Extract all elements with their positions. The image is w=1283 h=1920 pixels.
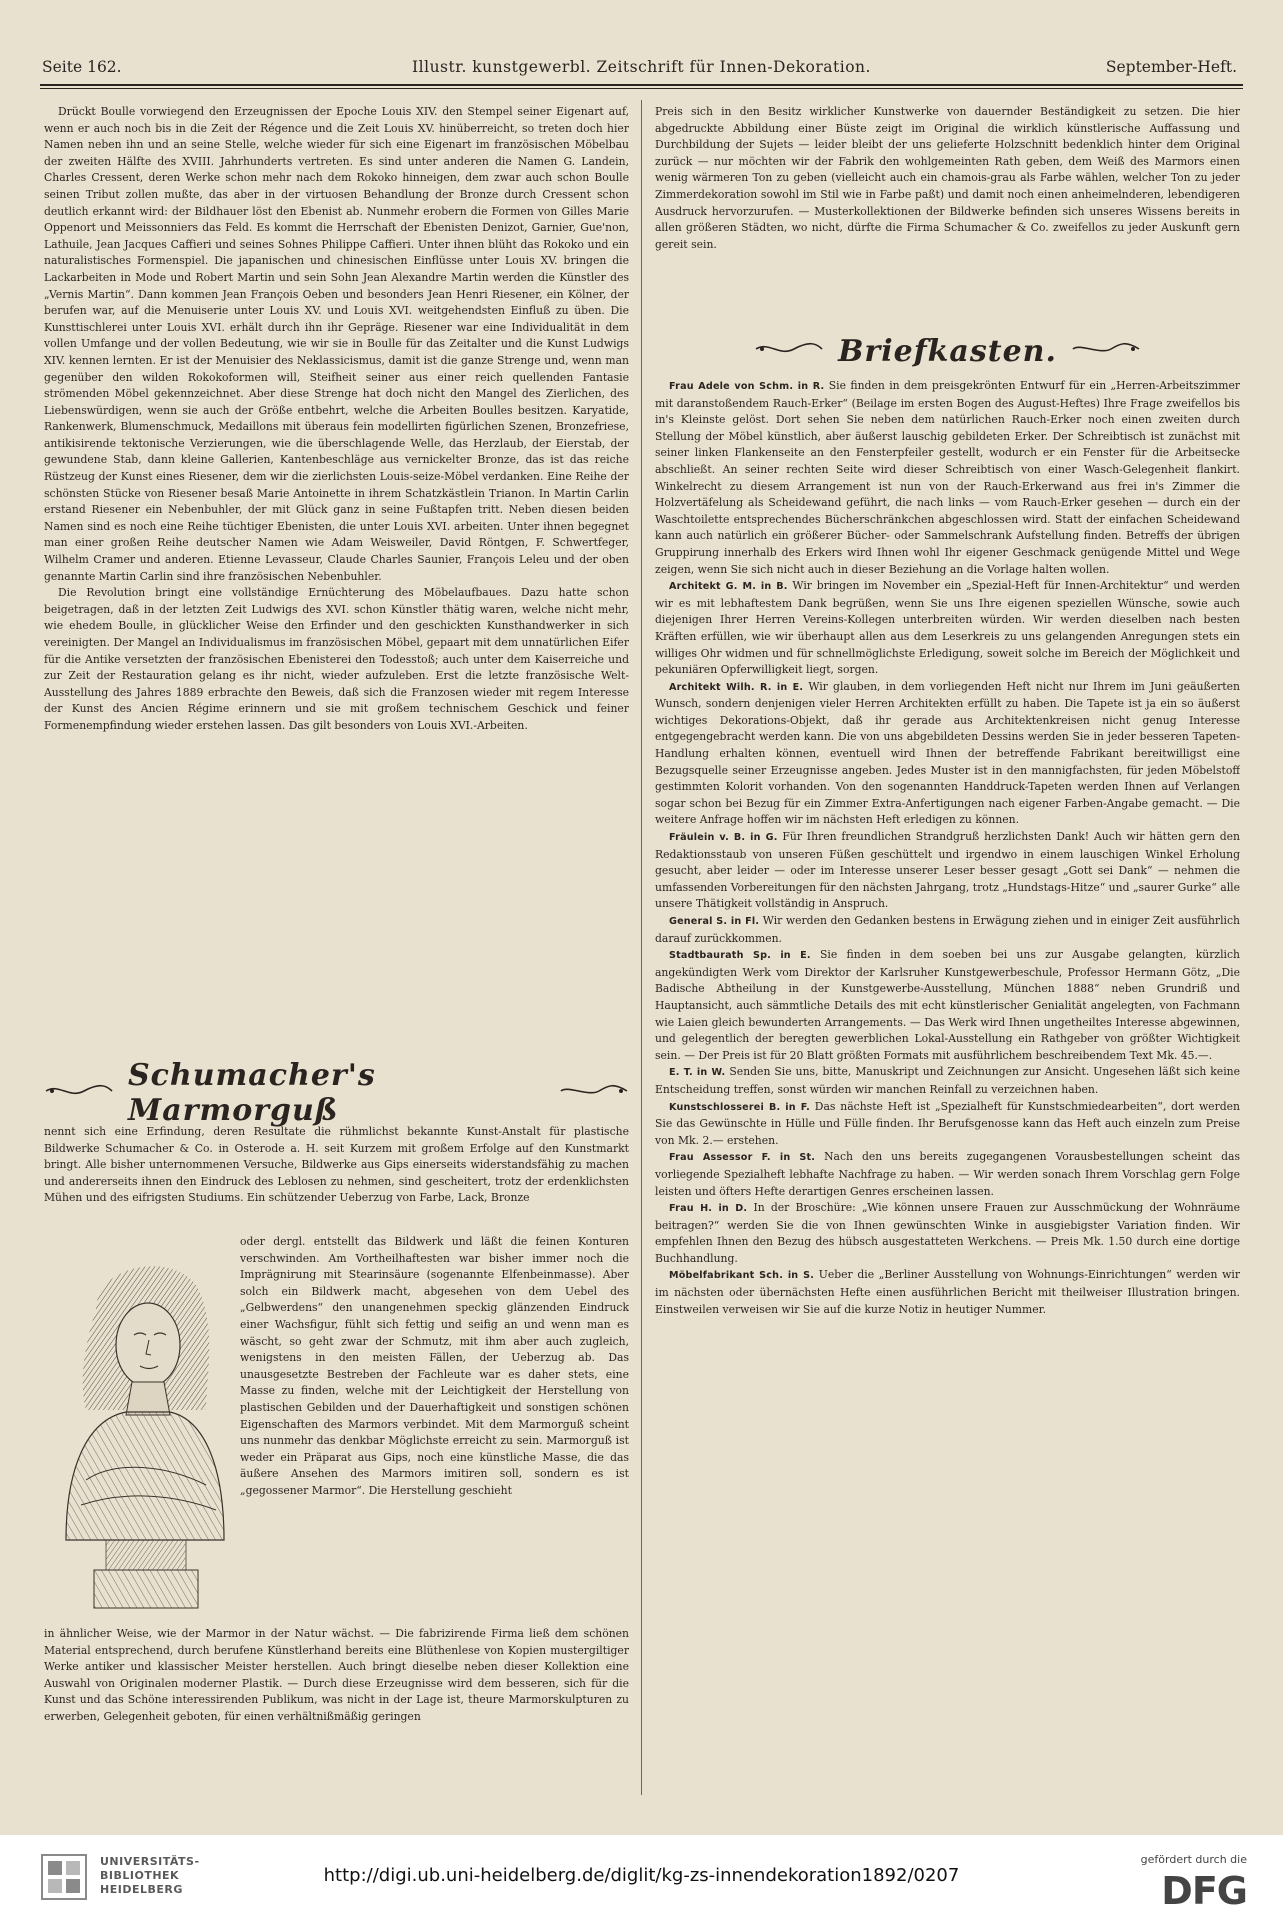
sponsor-caption: gefördert durch die bbox=[1140, 1853, 1247, 1866]
permalink-url[interactable]: http://digi.ub.uni-heidelberg.de/diglit/kg-zs-innendekoration1892/0207 bbox=[323, 1865, 960, 1886]
letter-entry bbox=[655, 578, 1240, 679]
heading-text: Schumacher's Marmorguß bbox=[128, 1058, 376, 1128]
flourish-ornament-icon bbox=[44, 1081, 114, 1106]
letter-entry bbox=[655, 829, 1240, 913]
digitization-footer bbox=[0, 1835, 1283, 1920]
column-divider bbox=[641, 100, 642, 1795]
entry-recipient: Frau Adele von Schm. in R. bbox=[669, 381, 825, 392]
flourish-ornament-icon bbox=[754, 339, 824, 364]
entry-recipient: General S. in Fl. bbox=[669, 916, 760, 927]
entry-text: Sie finden in dem preisgekrönten Entwurf für ein „Herren-Arbeitszimmer mit daranstoßendem Rauch-Erker“ (Beilage im ersten Bogen des August-Heftes) Ihre Frage zweifellos bis in's Kleinste gelöst. Dort sehen Sie neben dem natürlichen Rauch-Erker noch einen zweiten durch Stellung der Möbel künstlich, aber äußerst lauschig gebildeten Erker. Der Schreibtisch ist zunächst mit seiner linken Flankenseite an den Fensterpfeiler gestellt, wodurch er ein Fenster für die Arbeitsecke abschließt. An seiner rechten Seite wird dieser Schreibtisch von einer Wasch-Gelegenheit flankirt. Winkelrecht zu diesem Arrangement ist nun von der Rauch-Erkerwand aus frei in's Zimmer die Holzvertäfelung als Scheidewand geführt, die nach links — vom Rauch-Erker gesehen — durch ein der Waschtoilette entsprechendes Bücherschränkchen abgeschlossen wird. Statt der einfachen Scheidewand kann auch natürlich ein größerer Bücher- oder Sammelschrank Aufstellung finden. Betreffs der übrigen Gruppirung innerhalb des Erkers wird Ihnen wohl Ihr eigener Geschmack genügende Mittel und Wege zeigen, wenn Sie sich nicht auch in dieser Beziehung an die Vorlage halten wollen. bbox=[655, 379, 1240, 576]
marmorguss-text-top bbox=[44, 1124, 629, 1234]
entry-recipient: Architekt Wilh. R. in E. bbox=[669, 681, 804, 693]
dfg-logo: DFG bbox=[1161, 1869, 1247, 1913]
letter-entry bbox=[655, 1149, 1240, 1200]
entry-recipient: Möbelfabrikant Sch. in S. bbox=[669, 1270, 815, 1282]
briefkasten-entries bbox=[655, 378, 1240, 1788]
entry-text: Ueber die „Berliner Ausstellung von Wohnungs-Einrichtungen“ werden wir im nächsten oder übernächsten Hefte einen ausführlichen Bericht mit theilweiser Illustration bringen. Einstweilen verweisen wir Sie auf die kurze Notiz in heutiger Nummer. bbox=[655, 1268, 1240, 1316]
entry-recipient: Stadtbaurath Sp. in E. bbox=[669, 950, 811, 962]
header-rule bbox=[40, 84, 1243, 86]
paragraph: in ähnlicher Weise, wie der Marmor in der Natur wächst. — Die fabrizirende Firma ließ dem schönen Material entsprechend, durch berufene Künstlerhand bereits eine Blüthenlese von Kopien mustergiltiger Werke antiker und klassischer Meister herstellen. Auch bringt dieselbe neben dieser Kollektion eine Auswahl von Originalen moderner Plastik. — Durch diese Erzeugnisse wird dem besseren, sich für die Kunst und das Schöne interessirenden Publikum, was nicht in der Lage ist, theure Marmorskulpturen zu erwerben, Gelegenheit geboten, für einen verhältnißmäßig geringen bbox=[44, 1627, 629, 1723]
paragraph: oder dergl. entstellt das Bildwerk und läßt die feinen Konturen verschwinden. Am Vortheilhaftesten war bisher immer noch die Imprägnirung mit Stearinsäure (sogenannte Elfenbeinmasse). Aber solch ein Bildwerk macht, abgesehen von dem Uebel des „Gelbwerdens“ den unangenehmen speckig glänzenden Eindruck einer Wachsfigur, fühlt sich fettig und seifig an und wenn man es wäscht, so geht zwar der Schmutz, mit ihm aber auch zugleich, wenigstens in den meisten Fällen, der Ueberzug ab. Das unausgesetzte Bestreben der Fachleute war es daher stets, eine Masse zu finden, welche mit der Leichtigkeit der Herstellung von plastischen Gebilden und der Dauerhaftigkeit und sonstigen schönen Eigenschaften des Marmors verbindet. Mit dem Marmorguß scheint uns nunmehr das denkbar Möglichste erreicht zu sein. Marmorguß ist weder ein Präparat aus Gips, noch eine künstliche Masse, die das äußere Ansehen des Marmors imitiren soll, sondern es ist „gegossener Marmor“. Die Herstellung geschieht bbox=[240, 1235, 629, 1497]
letter-entry bbox=[655, 1064, 1240, 1098]
entry-text: Nach den uns bereits zugegangenen Vorausbestellungen scheint das vorliegende Spezialheft lebhafte Nachfrage zu haben. — Wir werden sonach Ihrem Vorschlag gern Folge leisten und öfters Hefte derartigen Genres erscheinen lassen. bbox=[655, 1150, 1240, 1198]
library-line: HEIDELBERG bbox=[100, 1883, 183, 1896]
entry-text: Wir werden den Gedanken bestens in Erwägung ziehen und in einiger Zeit ausführlich darauf zurückkommen. bbox=[655, 914, 1240, 945]
paragraph: nennt sich eine Erfindung, deren Resultate die rühmlichst bekannte Kunst-Anstalt für plastische Bildwerke Schumacher & Co. in Osterode a. H. seit Kurzem mit großem Erfolge auf den Kunstmarkt bringt. Alle bisher unternommenen Versuche, Bildwerke aus Gips einerseits widerstandsfähig zu machen und andererseits ihnen den Eindruck des Leblosen zu nehmen, sind gescheitert, trotz der erdenklichsten Mühen und des eifrigsten Studiums. Ein schützender Ueberzug von Farbe, Lack, Bronze bbox=[44, 1125, 629, 1205]
flourish-ornament-icon bbox=[1071, 339, 1141, 364]
library-line: UNIVERSITÄTS- bbox=[100, 1855, 200, 1868]
library-line: BIBLIOTHEK bbox=[100, 1869, 180, 1882]
entry-recipient: Kunstschlosserei B. in F. bbox=[669, 1101, 810, 1113]
section-heading-briefkasten bbox=[655, 328, 1240, 374]
entry-recipient: Frau Assessor F. in St. bbox=[669, 1152, 816, 1164]
marmorguss-text-side bbox=[240, 1234, 629, 1626]
letter-entry bbox=[655, 1267, 1240, 1318]
entry-recipient: Fräulein v. B. in G. bbox=[669, 832, 778, 844]
paragraph: Die Revolution bringt eine vollständige Ernüchterung des Möbelaufbaues. Dazu hatte schon beigetragen, daß in der letzten Zeit Ludwigs des XVI. schon Künstler thätig waren, welche nicht mehr, wie ehedem Boulle, in glücklicher Weise den Erfinder und den geschickten Kunsthandwerker in sich vereinigten. Der Mangel an Individualismus im französischen Möbel, gepaart mit dem unnatürlichen Eifer für die Antike versetzten der französischen Ebenisterei den Todesstoß; auch unter dem Kaiserreiche und zur Zeit der Restauration gelang es ihr nicht, wieder aufzuleben. Erst die letzte französische Welt-Ausstellung des Jahres 1889 erbrachte den Beweis, daß sich die Franzosen wieder mit regem Interesse der Kunst des Ancien Régime erinnern und sie mit großem technischem Geschick und feiner Formenempfindung wieder erstehen lassen. Das gilt besonders von Louis XVI.-Arbeiten. bbox=[44, 586, 629, 732]
letter-entry bbox=[655, 913, 1240, 947]
entry-text: Das nächste Heft ist „Spezialheft für Kunstschmiedearbeiten“, dort werden Sie das Gewünschte in Hülle und Fülle finden. Ihr Berufsgenosse kann das Heft auch einzeln zum Preise von Mk. 2.— erstehen. bbox=[655, 1099, 1240, 1147]
journal-title: Illustr. kunstgewerbl. Zeitschrift für Innen-Dekoration. bbox=[412, 58, 871, 76]
flourish-ornament-icon bbox=[559, 1081, 629, 1106]
bust-illustration bbox=[56, 1240, 232, 1622]
letter-entry bbox=[655, 378, 1240, 578]
header-rule-thin bbox=[40, 88, 1243, 89]
page-number: Seite 162. bbox=[42, 58, 122, 76]
entry-recipient: E. T. in W. bbox=[669, 1067, 726, 1079]
entry-text: Wir bringen im November ein „Spezial-Heft für Innen-Architektur“ und werden wir es mit lebhaftestem Dank begrüßen, wenn Sie uns Ihre eigenen speziellen Wünsche, sowie auch diejenigen Ihrer Herren Vereins-Kollegen unterbreiten würden. Wir werden dieselben nach besten Kräften erfüllen, wie wir überhaupt allen aus dem Leserkreis zu uns gelangenden Anregungen stets ein williges Ohr widmen und für schnellmöglichste Erledigung, soweit solche im Bereich der Möglichkeit und pekuniären Opferwilligkeit liegt, sorgen. bbox=[655, 579, 1240, 677]
entry-text: Senden Sie uns, bitte, Manuskript und Zeichnungen zur Ansicht. Ungesehen läßt sich keine Entscheidung treffen, sonst würden wir manchen Reinfall zu verzeichnen haben. bbox=[655, 1065, 1240, 1096]
letter-entry bbox=[655, 947, 1240, 1064]
issue-label: September-Heft. bbox=[1105, 58, 1237, 76]
marmorguss-text-bottom bbox=[44, 1626, 629, 1782]
section-heading-marmorguss bbox=[44, 1058, 629, 1128]
paragraph: Drückt Boulle vorwiegend den Erzeugnissen der Epoche Louis XIV. den Stempel seiner Eigenart auf, wenn er auch noch bis in die Zeit der Régence und die Zeit Louis XV. hinüberreicht, so treten doch hier Namen neben ihn und an seine Stelle, welche wieder für sich eine Eigenart im französischen Möbelbau der zweiten Hälfte des XVIII. Jahrhunderts vertreten. Es sind unter anderen die Namen G. Landein, Charles Cressent, deren Werke schon mehr nach dem Rokoko hinneigen, dem zwar auch schon Boulle seinen Tribut zollen mußte, das aber in der virtuosen Behandlung der Bronze durch Cressent schon deutlich erkannt wird: der Bildhauer löst den Ebenist ab. Nunmehr erobern die Formen von Gilles Marie Oppenort und Meissonniers das Feld. Es kommt die Herrschaft der Ebenisten Denizot, Garnier, Gue'non, Lathuile, Jean Jacques Caffieri und seines Sohnes Philippe Caffieri. Unter ihnen blüht das Rokoko und ein naturalistisches Formenspiel. Die japanischen und chinesischen Einflüsse unter Louis XV. bringen die Lackarbeiten in Mode und Robert Martin und sein Sohn Jean Alexandre Martin werden die Künstler des „Vernis Martin“. Dann kommen Jean François Oeben und besonders Jean Henri Riesener, ein Kölner, der berufen war, auf die Menuiserie unter Louis XV. und Louis XVI. weitgehendsten Einfluß zu üben. Die Kunsttischlerei unter Louis XVI. erhält durch ihn ihr Gepräge. Riesener war eine Individualität in dem vollen Umfange und der vollen Bedeutung, wie wir sie in Boulle für das Zeitalter und die Kunst Ludwigs XIV. kennen lernten. Er ist der Menuisier des Neklassicismus, damit ist die ganze Strenge und, wenn man gegenüber den wilden Rokokoformen will, Steifheit seiner aus einer reich quellenden Fantasie strömenden Möbel gekennzeichnet. Aber diese Strenge hat doch nicht den Mangel des Zierlichen, des Liebenswürdigen, wenn sie auch der Größe entbehrt, welche die Arbeiten Boulles besitzen. Karyatide, Rankenwerk, Blumenschmuck, Medaillons mit überaus fein modellirten figürlichen Szenen, Bronzefriese, antikisirende tektonische Verzierungen, wie die überschlagende Welle, das Herzlaub, der Eierstab, der gewundene Stab, dann kleine Gallerien, Kantenbeschläge aus vernickelter Bronze, das ist das reiche Rüstzeug der Kunst eines Riesener, dem wir die zierlichsten Louis-seize-Möbel verdanken. Eine Reihe der schönsten Stücke von Riesener besaß Marie Antoinette in ihrem Schatzkästlein Trianon. In Martin Carlin erstand Riesener ein Nebenbuhler, der mit Glück ganz in seine Fußtapfen tritt. Neben diesen beiden Namen sind es noch eine Reihe tüchtiger Ebenisten, die unter Louis XVI. arbeiten. Unter ihnen begegnet man einer großen Reihe deutscher Namen wie Adam Weisweiler, David Röntgen, F. Schwertfeger, Wilhelm Cramer und anderen. Etienne Levasseur, Claude Charles Saunier, François Leleu und der oben genannte Martin Carlin sind ihre französischen Nebenbuhler. bbox=[44, 105, 629, 583]
entry-text: In der Broschüre: „Wie können unsere Frauen zur Ausschmückung der Wohnräume beitragen?“ werden Sie die von Ihnen gewünschten Winke in ausgiebigster Variation finden. Wir empfehlen Ihnen den Bezug des hübsch ausgestatteten Werkchens. — Preis Mk. 1.50 durch eine dortige Buchhandlung. bbox=[655, 1201, 1240, 1265]
entry-text: Wir glauben, in dem vorliegenden Heft nicht nur Ihrem im Juni geäußerten Wunsch, sondern denjenigen vieler Herren Architekten erfüllt zu haben. Die Tapete ist ja ein so äußerst wichtiges Dekorations-Objekt, daß ihr gerade aus Architektenkreisen nicht genug Interesse entgegengebracht werden kann. Die von uns abgebildeten Dessins werden Sie in jeder besseren Tapeten-Handlung erhalten können, eventuell wird Ihnen der betreffende Fabrikant bereitwilligst eine Bezugsquelle seiner Erzeugnisse angeben. Jedes Muster ist in den mannigfachsten, für jeden Möbelstoff gestimmten Kolorit vorhanden. Von den sogenannten Handdruck-Tapeten werden Ihnen auf Verlangen sogar schon bei Bezug für ein Zimmer Extra-Anfertigungen nach eigener Farben-Angabe gemacht. — Die weitere Anfrage hoffen wir im nächsten Heft erledigen zu können. bbox=[655, 679, 1240, 827]
letter-entry bbox=[655, 1200, 1240, 1267]
entry-text: Für Ihren freundlichen Strandgruß herzlichsten Dank! Auch wir hätten gern den Redaktionsstaub von unseren Füßen geschüttelt und irgendwo in einem lauschigen Winkel Erholung gesucht, aber leider — oder im Interesse unserer Leser besser gesagt „Gott sei Dank“ — nehmen die umfassenden Vorbereitungen für den nächsten Jahrgang, trotz „Hundstags-Hitze“ und „saurer Gurke“ alle unsere Thätigkeit vollständig in Anspruch. bbox=[655, 830, 1240, 911]
entry-recipient: Architekt G. M. in B. bbox=[669, 581, 788, 593]
letter-entry bbox=[655, 679, 1240, 829]
entry-text: Sie finden in dem soeben bei uns zur Ausgabe gelangten, kürzlich angekündigten Werk vom Direktor der Karlsruher Kunstgewerbeschule, Professor Hermann Götz, „Die Badische Abtheilung in der Kunstgewerbe-Ausstellung, München 1888“ neben Grundriß und Hauptansicht, auch sämmtliche Details des mit echt künstlerischer Genialität angelegten, von Fachmann wie Laien gleich bewunderten Arrangements. — Das Werk wird Ihnen ungetheiltes Interesse abgewinnen, und gelegentlich der beregten gewerblichen Lokal-Ausstellung ein Rathgeber von größter Wichtigkeit sein. — Der Preis ist für 20 Blatt größten Formats mit ausführlichem beschreibendem Text Mk. 45.—. bbox=[655, 948, 1240, 1062]
entry-recipient: Frau H. in D. bbox=[669, 1203, 748, 1215]
article-furniture-history bbox=[44, 104, 629, 1059]
heading-text: Briefkasten. bbox=[838, 333, 1057, 369]
marmorguss-text-continued bbox=[655, 104, 1240, 319]
paragraph: Preis sich in den Besitz wirklicher Kunstwerke von dauernder Beständigkeit zu setzen. Die hier abgedruckte Abbildung einer Büste zeigt im Original die wirklich künstlerische Auffassung und Durchbildung der Sujets — leider bleibt der uns gelieferte Holzschnitt bedenklich hinter dem Original zurück — nur möchten wir der Fabrik den wohlgemeinten Rath geben, dem Weiß des Marmors einen wenig wärmeren Ton zu geben (vielleicht auch ein chamois-grau als Farbe wählen, welcher Ton zu jeder Zimmerdekoration sowohl im Stil wie in Farbe paßt) und damit noch einen anheimelnderen, lebendigeren Ausdruck hervorzurufen. — Musterkollektionen der Bildwerke befinden sich unseres Wissens bereits in allen größeren Städten, wo nicht, dürfte die Firma Schumacher & Co. zweifellos zu jeder Auskunft gern gereit sein. bbox=[655, 105, 1240, 251]
letter-entry bbox=[655, 1099, 1240, 1150]
